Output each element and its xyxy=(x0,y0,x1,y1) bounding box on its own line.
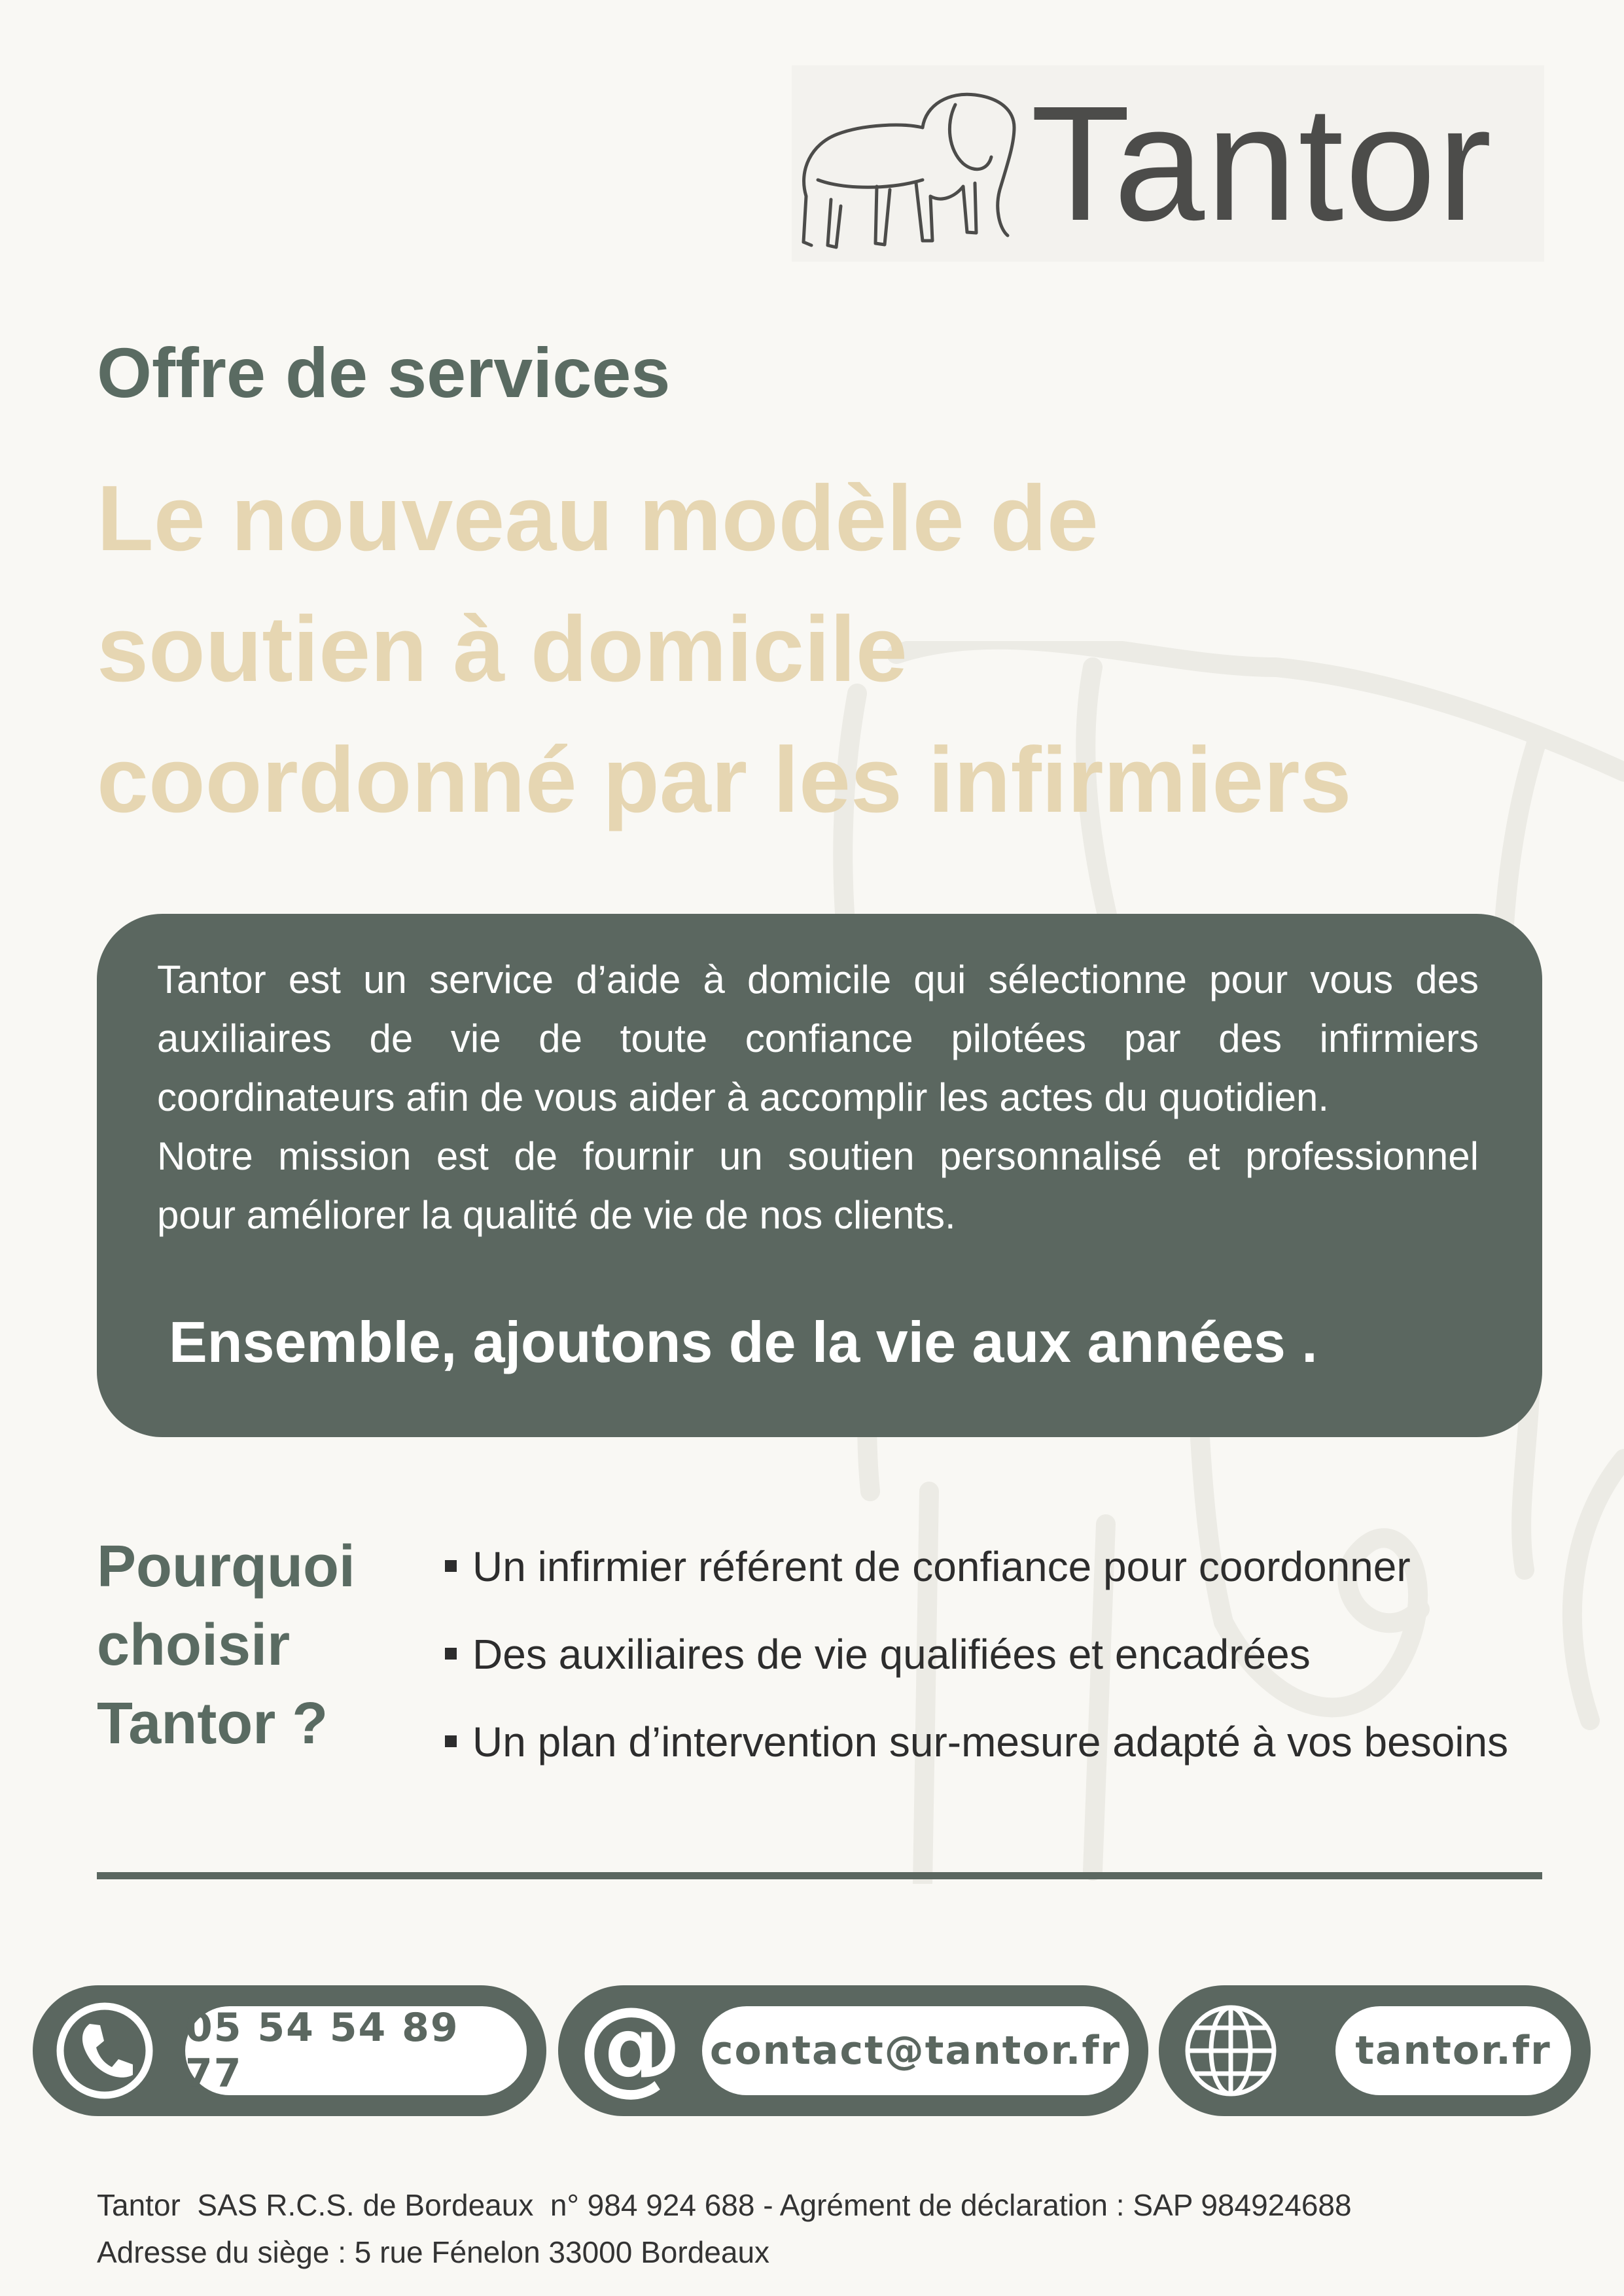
email-contact[interactable] xyxy=(558,1985,1148,2116)
bullet-icon xyxy=(445,1735,457,1747)
bullet-icon xyxy=(445,1560,457,1572)
email-address[interactable]: contact@tantor.fr xyxy=(702,2006,1129,2095)
slogan: Ensemble, ajoutons de la vie aux années . xyxy=(169,1310,1318,1374)
legal-line: Tantor SAS R.C.S. de Bordeaux n° 984 924 688 - Agrément de déclaration : SAP 984924688 xyxy=(97,2188,1352,2222)
intro-text-line: auxiliaires de vie de toute confiance pilotées par des infirmiers xyxy=(157,1017,1479,1060)
svg-text:@: @ xyxy=(581,2002,679,2100)
globe-icon xyxy=(1182,2002,1280,2100)
headline-line-2: soutien à domicile xyxy=(97,597,908,701)
intro-text-line: pour améliorer la qualité de vie de nos clients. xyxy=(157,1193,956,1237)
eyebrow-title: Offre de services xyxy=(97,333,671,412)
benefit-item xyxy=(445,1534,1508,1622)
why-title-line: Tantor ? xyxy=(97,1691,328,1756)
headline-line-1: Le nouveau modèle de xyxy=(97,466,1099,570)
address-line: Adresse du siège : 5 rue Fénelon 33000 Bordeaux xyxy=(97,2235,770,2269)
why-title-line: choisir xyxy=(97,1612,291,1678)
headline-line-3: coordonné par les infirmiers xyxy=(97,728,1352,832)
phone-contact[interactable] xyxy=(33,1985,546,2116)
benefit-text: Un plan d’intervention sur-mesure adapté à vos besoins xyxy=(472,1718,1509,1765)
benefit-text: Des auxiliaires de vie qualifiées et encadrées xyxy=(472,1631,1311,1678)
intro-text-line: coordinateurs afin de vous aider à accomplir les actes du quotidien. xyxy=(157,1075,1330,1119)
intro-card xyxy=(97,914,1542,1437)
elephant-icon xyxy=(792,65,1040,262)
benefit-item xyxy=(445,1622,1508,1709)
intro-text-line: Tantor est un service d’aide à domicile qui sélectionne pour vous des xyxy=(157,958,1479,1001)
at-sign-icon xyxy=(581,2002,679,2100)
section-divider xyxy=(97,1872,1542,1879)
brand-name: Tantor xyxy=(1031,72,1493,254)
legal-footer xyxy=(97,2182,1352,2276)
website-url[interactable]: tantor.fr xyxy=(1335,2006,1571,2095)
benefit-text: Un infirmier référent de confiance pour coordonner xyxy=(472,1543,1411,1590)
benefits-list xyxy=(445,1534,1508,1797)
why-title-line: Pourquoi xyxy=(97,1534,355,1599)
phone-number[interactable]: 05 54 54 89 77 xyxy=(185,2006,527,2095)
why-choose-title xyxy=(97,1527,355,1763)
website-contact[interactable] xyxy=(1159,1985,1591,2116)
bullet-icon xyxy=(445,1648,457,1660)
intro-text-line: Notre mission est de fournir un soutien personnalisé et professionnel xyxy=(157,1134,1479,1178)
phone-icon xyxy=(56,2002,154,2100)
benefit-item xyxy=(445,1709,1508,1797)
